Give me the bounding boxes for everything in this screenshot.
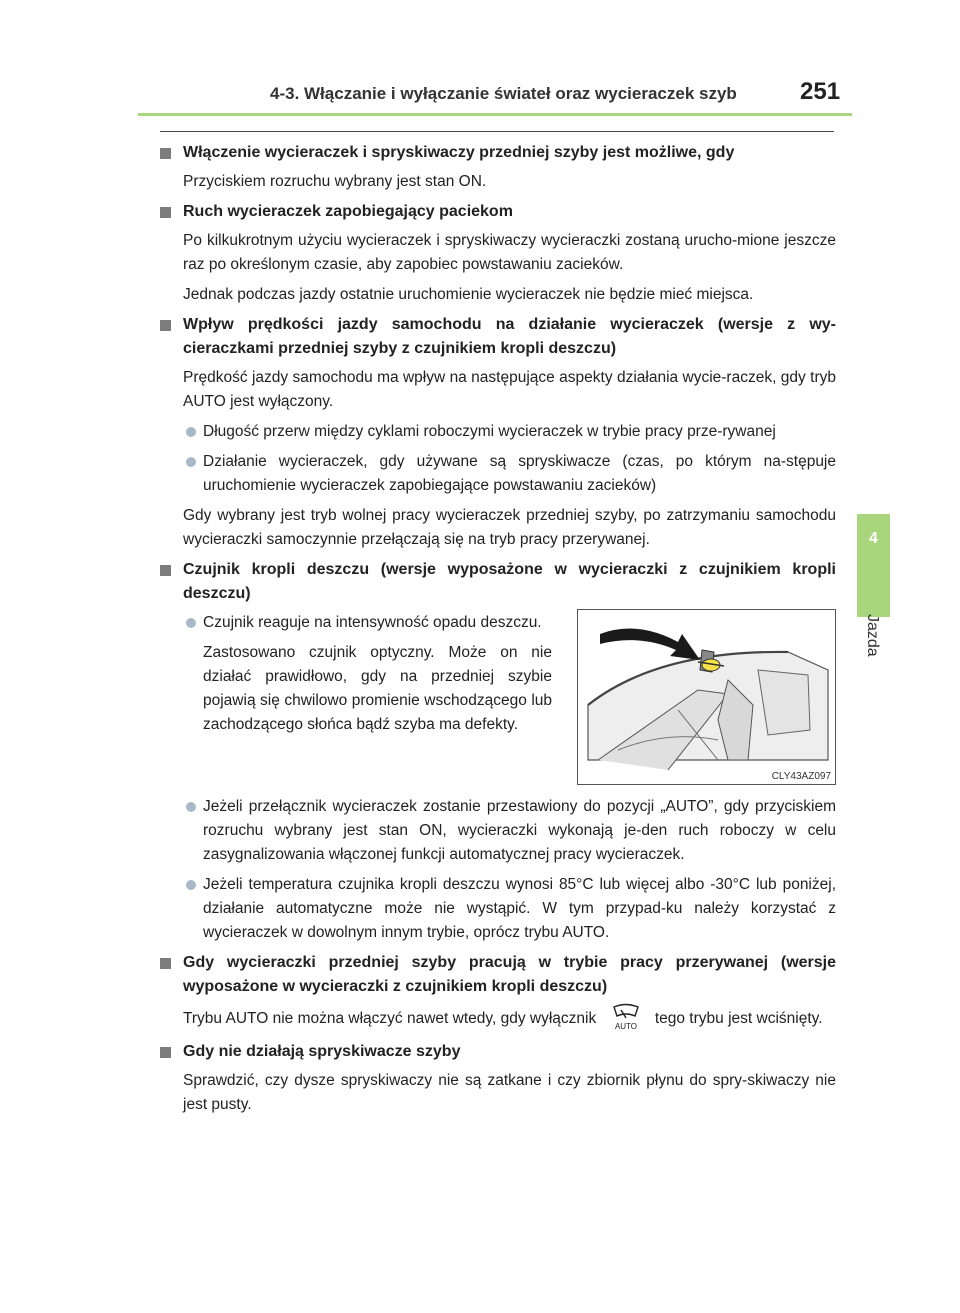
page-content bbox=[160, 141, 836, 1123]
paragraph: Po kilkukrotnym użyciu wycieraczek i spryskiwaczy wycieraczki zostaną urucho-mione jeszcze raz po określonym czasie, aby zapobiec powstawaniu zacieków. bbox=[183, 232, 836, 273]
square-bullet-icon bbox=[160, 320, 171, 331]
section-washer-failure bbox=[160, 1040, 836, 1117]
section-heading: Czujnik kropli deszczu (wersje wyposażone w wycieraczki z czujnikiem kropli deszczu) bbox=[183, 561, 836, 602]
page-number: 251 bbox=[800, 78, 841, 105]
round-bullet-icon bbox=[186, 457, 196, 467]
figure-code: CLY43AZ097 bbox=[771, 771, 831, 782]
header-rule bbox=[138, 113, 852, 116]
section-speed-influence bbox=[160, 313, 836, 552]
section-anti-drip bbox=[160, 200, 836, 307]
round-bullet-icon bbox=[186, 880, 196, 890]
paragraph: Gdy wybrany jest tryb wolnej pracy wycieraczek przedniej szyby, po zatrzymaniu samochodu wycieraczki samoczynnie przełączają się na tryb pracy przerywanej. bbox=[183, 507, 836, 548]
chapter-title: 4-3. Włączanie i wyłączanie świateł oraz wycieraczek szyb bbox=[270, 84, 737, 103]
section-rain-sensor bbox=[160, 558, 836, 945]
windshield-drawing bbox=[578, 610, 835, 784]
paragraph: Trybu AUTO nie można włączyć nawet wtedy, gdy wyłącznik AUTO tego trybu jest wciśnięty. bbox=[160, 1004, 836, 1034]
paragraph: Zastosowano czujnik optyczny. Może on nie działać prawidłowo, gdy na przedniej szybie pojawią się chwilowo promienie wschodzącego lub zachodzącego słońca bądź szyba ma defekty. bbox=[203, 644, 552, 733]
chapter-tab-number: 4 bbox=[869, 530, 878, 547]
square-bullet-icon bbox=[160, 148, 171, 159]
paragraph: Prędkość jazdy samochodu ma wpływ na następujące aspekty działania wycie-raczek, gdy tryb AUTO jest wyłączony. bbox=[183, 369, 836, 410]
section-enable-conditions bbox=[160, 141, 836, 194]
paragraph: Przyciskiem rozruchu wybrany jest stan ON. bbox=[183, 173, 487, 190]
section-heading: Gdy nie działają spryskiwacze szyby bbox=[183, 1043, 461, 1060]
section-heading: Wpływ prędkości jazdy samochodu na działanie wycieraczek (wersje z wy-cieraczkami przedniej szyby z czujnikiem kropli deszczu) bbox=[183, 316, 836, 357]
page-header bbox=[0, 0, 960, 118]
wiper-auto-icon-label: AUTO bbox=[614, 1022, 637, 1031]
round-bullet-icon bbox=[186, 618, 196, 628]
chapter-tab-label: Jazda bbox=[864, 614, 881, 657]
sensor-block bbox=[160, 611, 836, 789]
list-item: Długość przerw między cyklami roboczymi wycieraczek w trybie pracy prze-rywanej bbox=[160, 420, 836, 444]
section-heading: Gdy wycieraczki przedniej szyby pracują w trybie pracy przerywanej (wersje wyposażone w wycieraczki z czujnikiem kropli deszczu) bbox=[183, 954, 836, 995]
paragraph: Jednak podczas jazdy ostatnie uruchomienie wycieraczek nie będzie mieć miejsca. bbox=[183, 286, 754, 303]
square-bullet-icon bbox=[160, 1047, 171, 1058]
content-rule bbox=[160, 131, 834, 132]
round-bullet-icon bbox=[186, 427, 196, 437]
paragraph: Sprawdzić, czy dysze spryskiwaczy nie są zatkane i czy zbiornik płynu do spry-skiwaczy nie jest pusty. bbox=[183, 1072, 836, 1113]
list-item: Działanie wycieraczek, gdy używane są spryskiwacze (czas, po którym na-stępuje uruchomienie wycieraczek zapobiegające powstawaniu zacieków) bbox=[160, 450, 836, 498]
square-bullet-icon bbox=[160, 565, 171, 576]
rain-sensor-illustration bbox=[577, 609, 836, 785]
wiper-auto-icon bbox=[609, 1002, 643, 1032]
square-bullet-icon bbox=[160, 958, 171, 969]
square-bullet-icon bbox=[160, 207, 171, 218]
section-heading: Ruch wycieraczek zapobiegający paciekom bbox=[183, 203, 513, 220]
section-heading: Włączenie wycieraczek i spryskiwaczy przedniej szyby jest możliwe, gdy bbox=[183, 144, 735, 161]
round-bullet-icon bbox=[186, 802, 196, 812]
list-item: Jeżeli temperatura czujnika kropli deszczu wynosi 85°C lub więcej albo -30°C lub poniżej, działanie automatyczne może nie wystąpić. W tym przypad-ku należy korzystać z wycieraczek w dowolnym innym trybie, oprócz trybu AUTO. bbox=[160, 873, 836, 945]
list-item: Czujnik reaguje na intensywność opadu deszczu. bbox=[160, 611, 552, 635]
section-intermittent-mode bbox=[160, 951, 836, 1034]
list-item: Jeżeli przełącznik wycieraczek zostanie przestawiony do pozycji „AUTO”, gdy przyciskiem rozruchu wybrany jest stan ON, wycieraczki wykonają je-den ruch roboczy w celu zasygnalizowania włączonej funkcji automatycznej pracy wycieraczek. bbox=[160, 795, 836, 867]
